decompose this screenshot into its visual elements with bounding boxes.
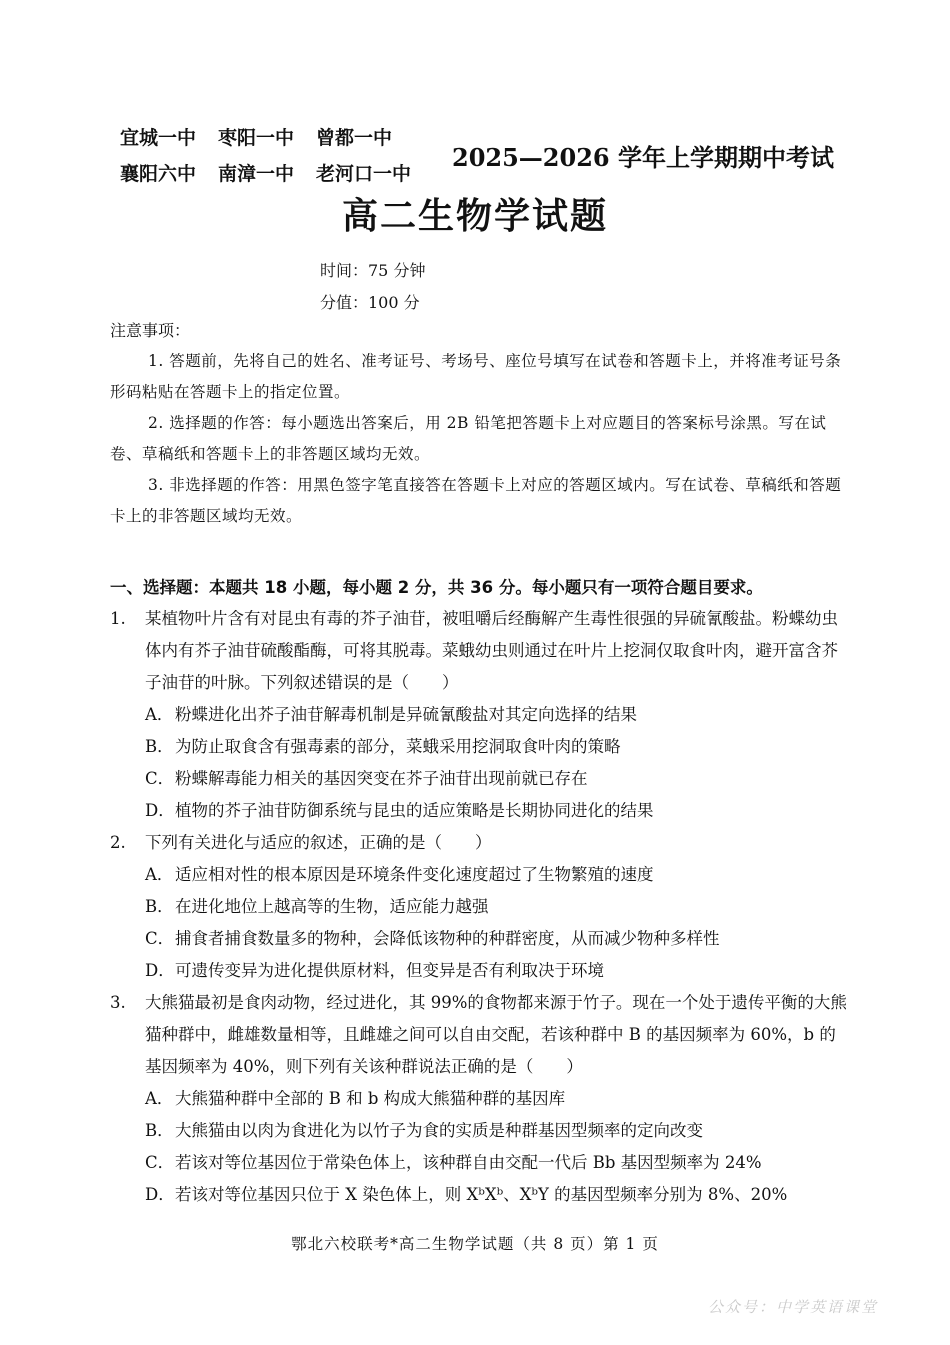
question-list [110,603,850,1211]
notice-list [110,346,845,532]
option-label: C． [145,769,175,788]
option-label: C． [145,929,175,948]
option-a [145,859,850,891]
option-d [145,795,850,827]
option-text: 为防止取食含有强毒素的部分，菜蛾采用挖洞取食叶肉的策略 [175,737,621,756]
notice-title: 注意事项： [110,321,191,340]
school-name: 老河口一中 [316,163,412,185]
option-text: 适应相对性的根本原因是环境条件变化速度超过了生物繁殖的速度 [175,865,654,884]
option-text: 大熊猫由以肉为食进化为以竹子为食的实质是种群基因型频率的定向改变 [175,1121,703,1140]
notice-item: 3. 非选择题的作答：用黑色签字笔直接答在答题卡上对应的答题区域内。写在试卷、草稿纸和答题卡上的非答题区域均无效。 [110,476,842,525]
page-title: 高二生物学试题 [341,196,608,237]
option-label: B． [145,1121,174,1140]
school-name: 宜城一中 [120,127,197,149]
option-d [145,955,850,987]
question-number: 3. [110,993,126,1012]
option-text: 捕食者捕食数量多的物种，会降低该物种的种群密度，从而减少物种多样性 [175,929,720,948]
option-text: 大熊猫种群中全部的 B 和 b 构成大熊猫种群的基因库 [175,1089,566,1108]
option-b [145,731,850,763]
exam-meta [320,255,425,319]
question-stem: 大熊猫最初是食肉动物，经过进化，其 99%的食物都来源于竹子。现在一个处于遗传平衡的大熊猫种群中，雌雄数量相等，且雌雄之间可以自由交配，若该种群中 B 的基因频率为 60%，b 的基因频率为 40%，则下列有关该种群说法正确的是（ ） [145,993,847,1076]
option-c [145,1147,850,1179]
school-row-2 [120,156,433,192]
school-name: 南漳一中 [218,163,295,185]
question-3 [110,987,850,1211]
option-label: B． [145,737,174,756]
option-label: A． [145,1089,174,1108]
exam-time: 时间：75 分钟 [320,261,426,280]
school-name: 襄阳六中 [120,163,197,185]
option-label: C． [145,1153,175,1172]
option-a [145,699,850,731]
option-text: 植物的芥子油苷防御系统与昆虫的适应策略是长期协同进化的结果 [175,801,654,820]
school-name: 曾都一中 [316,127,393,149]
notice-item: 1. 答题前，先将自己的姓名、准考证号、考场号、座位号填写在试卷和答题卡上，并将准考证号条形码粘贴在答题卡上的指定位置。 [110,352,842,401]
watermark: 公众号：中学英语课堂 [708,1298,879,1316]
option-b [145,1115,850,1147]
option-c [145,763,850,795]
option-text: 可遗传变异为进化提供原材料，但变异是否有利取决于环境 [175,961,604,980]
question-stem: 下列有关进化与适应的叙述，正确的是（ ） [145,833,492,852]
question-2 [110,827,850,987]
page-footer: 鄂北六校联考*高二生物学试题（共 8 页）第 1 页 [291,1235,659,1253]
question-1 [110,603,850,827]
option-text: 若该对等位基因只位于 X 染色体上，则 XᵇXᵇ、XᵇY 的基因型频率分别为 8%、20% [175,1185,788,1204]
option-label: A． [145,865,174,884]
school-list [120,120,433,192]
exam-title: 2025—2026 学年上学期期中考试 [452,143,834,172]
option-text: 若该对等位基因位于常染色体上，该种群自由交配一代后 Bb 基因型频率为 24% [175,1153,762,1172]
option-a [145,1083,850,1115]
question-stem: 某植物叶片含有对昆虫有毒的芥子油苷，被咀嚼后经酶解产生毒性很强的异硫氰酸盐。粉蝶幼虫体内有芥子油苷硫酸酯酶，可将其脱毒。菜蛾幼虫则通过在叶片上挖洞仅取食叶肉，避开富含芥子油苷的叶脉。下列叙述错误的是（ ） [145,609,838,692]
option-d [145,1179,850,1211]
school-name: 枣阳一中 [218,127,295,149]
notice-item: 2. 选择题的作答：每小题选出答案后，用 2B 铅笔把答题卡上对应题目的答案标号涂黑。写在试卷、草稿纸和答题卡上的非答题区域均无效。 [110,414,827,463]
school-row-1 [120,120,433,156]
option-label: D． [145,801,175,820]
option-label: D． [145,1185,175,1204]
question-number: 1. [110,609,126,628]
option-label: B． [145,897,174,916]
option-label: A． [145,705,174,724]
option-b [145,891,850,923]
question-number: 2. [110,833,126,852]
exam-score: 分值：100 分 [320,293,420,312]
option-text: 粉蝶进化出芥子油苷解毒机制是异硫氰酸盐对其定向选择的结果 [175,705,637,724]
option-label: D． [145,961,175,980]
section-title: 一、选择题：本题共 18 小题，每小题 2 分，共 36 分。每小题只有一项符合题目要求。 [110,578,763,597]
option-c [145,923,850,955]
option-text: 粉蝶解毒能力相关的基因突变在芥子油苷出现前就已存在 [175,769,588,788]
option-text: 在进化地位上越高等的生物，适应能力越强 [175,897,489,916]
